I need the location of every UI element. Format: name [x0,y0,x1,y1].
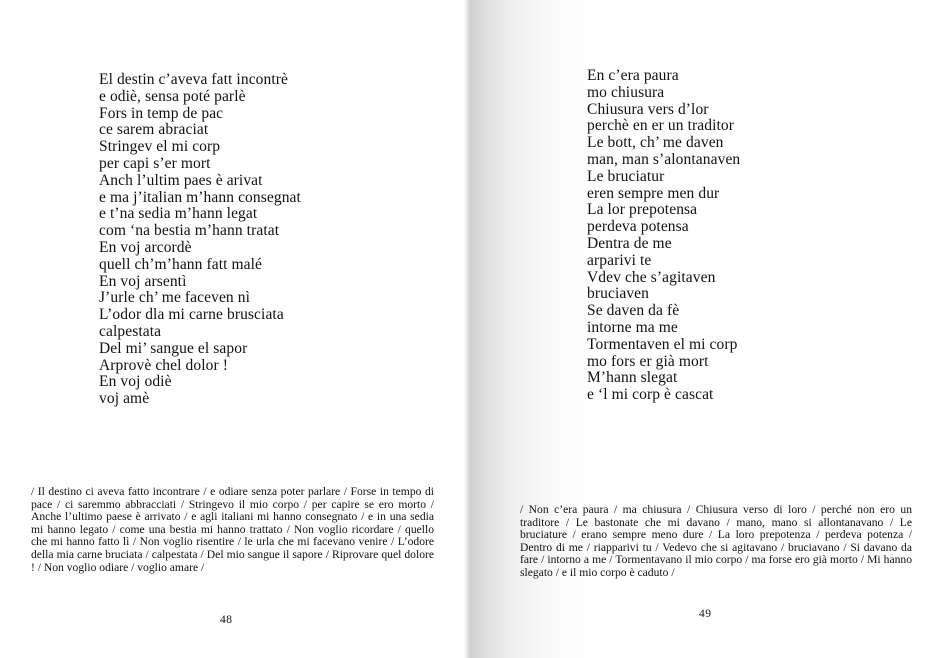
page-number-left: 48 [220,614,233,626]
poem-line: intorne ma me [587,318,678,336]
poem-line: per capi s’er mort [99,154,211,172]
poem-line: Dentra de me [587,234,672,252]
poem-line: Tormentaven el mi corp [587,335,738,353]
poem-line: perdeva potensa [587,218,689,236]
poem-line: e t’na sedia m’hann legat [99,205,258,223]
poem-line: Fors in temp de pac [99,104,224,122]
poem-line: eren sempre men dur [587,184,720,202]
poem-line: calpestata [99,322,162,340]
poem-line: M’hann slegat [587,369,678,387]
poem-line: Se daven da fè [587,302,680,320]
right-page [466,0,945,658]
poem-line: En voj arsentì [99,272,187,290]
left-translation: / Il destino ci aveva fatto incontrare / e odiare senza poter parlare / Forse in tempo di pace / ci saremmo abbracciati / Stringevo il mio corpo / per capire se ero morto / Anche l’ultimo paese è arrivato / e agli italiani mi hanno consegnato / e in una sedia mi hanno legato / come una bestia mi hanno trattato / Non voglio ricordare / quello che mi hanno fatto lì / Non voglio risentire / le urla che mi facevano venire / L’odore della mia carne bruciata / calpestata / Del mio sangue il sapore / Riprovare quel dolore ! / Non voglio odiare / voglio amare / [31,485,434,574]
poem-line: e odiè, sensa poté parlè [99,87,246,105]
right-translation: / Non c’era paura / ma chiusura / Chiusura verso di loro / perché non ero un traditore / Le bastonate che mi davano / mano, mano si allontanavano / Le bruciature / erano sempre meno dure / La loro prepotenza / perdeva potenza / Dentro di me / riapparivi tu / Vedevo che si agitavano / bruciavano / Si davano da fare / intorno a me / Tormentavano il mio corpo / ma forse ero già morto / Mi hanno slegato / e il mio corpo è caduto / [520,503,912,579]
poem-line: Arprovè chel dolor ! [99,356,228,374]
poem-line: arparivi te [587,251,652,269]
poem-line: Le bott, ch’ me daven [587,134,724,152]
poem-line: En voj arcordè [99,238,192,256]
poem-line: bruciaven [587,285,650,303]
poem-line: perchè en er un traditor [587,117,734,135]
poem-line: El destin c’aveva fatt incontrè [99,71,289,88]
left-poem [99,72,301,408]
poem-line: L’odor dla mi carne brusciata [99,306,284,324]
poem-line: Vdev che s’agitaven [587,268,716,286]
poem-line: Chiusura vers d’lor [587,100,709,118]
poem-line: quell ch’m’hann fatt malé [99,255,263,273]
poem-line: Le bruciatur [587,167,665,185]
poem-line: ce sarem abraciat [99,121,209,139]
poem-line: La lor prepotensa [587,201,698,219]
poem-line: voj amè [99,390,150,408]
right-poem [587,68,740,404]
poem-line: En voj odiè [99,373,172,391]
poem-line: mo fors er già mort [587,352,709,370]
poem-line: J’urle ch’ me faceven nì [99,289,251,307]
poem-line: com ‘na bestia m’hann tratat [99,222,280,240]
book-gutter [464,0,470,658]
poem-line: En c’era paura [587,67,679,84]
poem-line: Del mi’ sangue el sapor [99,339,248,357]
poem-line: Anch l’ultim paes è arivat [99,171,263,189]
left-page [0,0,472,658]
poem-line: Stringev el mi corp [99,138,221,156]
poem-line: mo chiusura [587,83,665,101]
poem-line: e ma j’italian m’hann consegnat [99,188,301,206]
page-number-right: 49 [699,608,712,620]
poem-line: e ‘l mi corp è cascat [587,386,714,404]
poem-line: man, man s’alontanaven [587,150,741,168]
